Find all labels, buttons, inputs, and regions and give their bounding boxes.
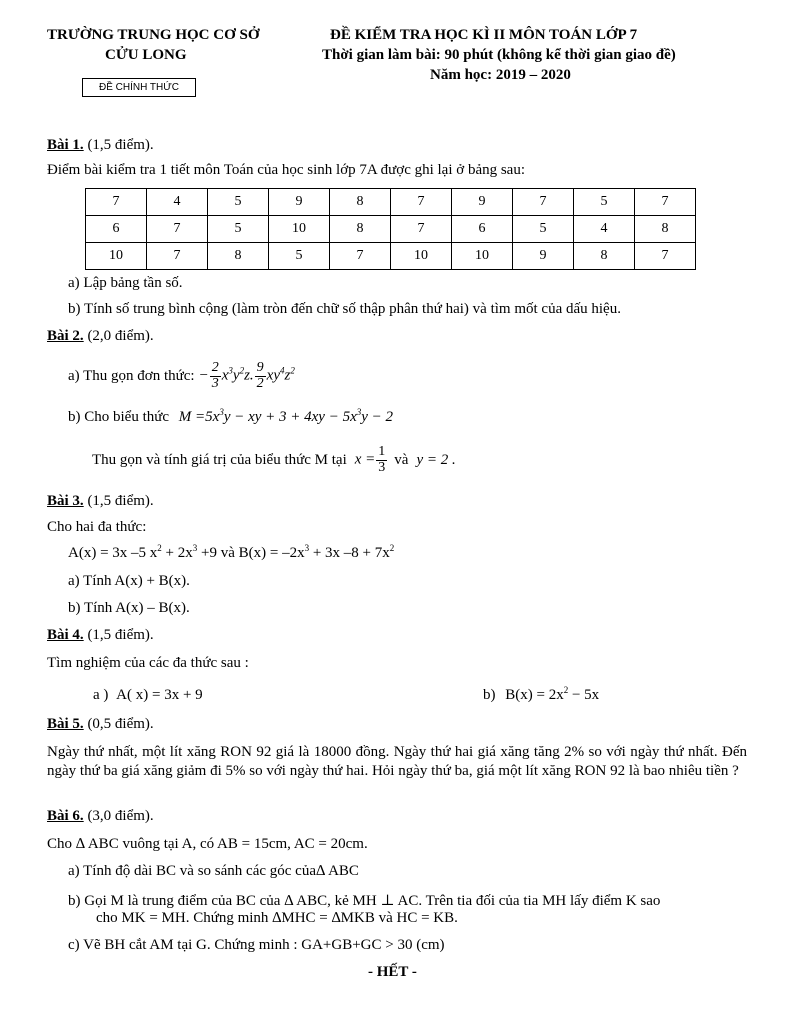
bai3-part-b: b) Tính A(x) – B(x). [68, 600, 190, 616]
bai4-a-label: a ) [93, 687, 109, 703]
bai6-intro: Cho ∆ ABC vuông tại A, có AB = 15cm, AC = 20cm. [47, 836, 368, 852]
bai1-heading [47, 137, 154, 154]
table-cell: 8 [635, 216, 696, 243]
table-cell: 6 [452, 216, 513, 243]
table-row [86, 243, 696, 270]
school-name-line1: TRƯỜNG TRUNG HỌC CƠ SỞ [47, 27, 260, 43]
bai6-part-b-line2: cho MK = MH. Chứng minh ∆MHC = ∆MKB và HC = KB. [96, 910, 458, 926]
expression-m: $M =5x^3y$ − xy + $3 + 4xy - 5x^3y - 2$ [178, 407, 394, 425]
table-cell: 9 [269, 189, 330, 216]
table-cell: 8 [574, 243, 635, 270]
bai6-heading [47, 808, 154, 825]
table-cell: 10 [269, 216, 330, 243]
table-cell: 5 [208, 189, 269, 216]
x-value: x = $\frac{1}{3}$ [354, 443, 386, 475]
polynomial-a: A( x) = 3x + 9 [116, 687, 203, 703]
bai6-part-b-line1: b) Gọi M là trung điểm của BC của ∆ ABC, kẻ MH ⊥ AC. Trên tia đối của tia MH lấy điểm K sao [68, 893, 661, 909]
table-row [86, 189, 696, 216]
bai1-points: (1,5 điểm). [87, 137, 154, 153]
bai1-part-b: b) Tính số trung bình cộng (làm tròn đến chữ số thập phân thứ hai) và tìm mốt của dấu hiệu. [68, 301, 621, 317]
bai5-heading [47, 716, 154, 733]
table-cell: 7 [391, 189, 452, 216]
bai4-b-label: b) [483, 687, 496, 703]
bai1-part-a: a) Lập bảng tần số. [68, 275, 183, 291]
bai6-points: (3,0 điểm). [87, 808, 154, 824]
exam-time: Thời gian làm bài: 90 phút (không kể thời gian giao đề) [322, 47, 676, 63]
bai3-heading [47, 493, 154, 510]
table-cell: 7 [330, 243, 391, 270]
bai4-points: (1,5 điểm). [87, 627, 154, 643]
bai2-title: Bài 2. [47, 328, 84, 344]
table-cell: 7 [513, 189, 574, 216]
school-name-line2: CỬU LONG [105, 47, 187, 63]
polynomial-b: $B(x) = 2x^2 - 5x$ [505, 685, 600, 703]
school-year: Năm học: 2019 – 2020 [430, 67, 571, 83]
table-cell: 7 [147, 243, 208, 270]
grades-table [85, 188, 696, 270]
bai2-c-label: Thu gọn và tính giá trị của biểu thức M tại [92, 451, 347, 468]
bai4-part-a [93, 687, 203, 704]
table-cell: 6 [86, 216, 147, 243]
bai4-heading [47, 627, 154, 644]
table-cell: 9 [452, 189, 513, 216]
bai4-intro: Tìm nghiệm của các đa thức sau : [47, 655, 249, 671]
table-cell: 8 [208, 243, 269, 270]
polynomials-ab: A(x) = 3x –5 $x^2 + 2x^3 +9$ và $B(x) = -2x^3 + 3x$ $-8 + 7x^2$ [68, 543, 395, 561]
table-cell: 10 [452, 243, 513, 270]
exam-title: ĐỀ KIỂM TRA HỌC KÌ II MÔN TOÁN LỚP 7 [330, 27, 638, 43]
bai6-part-c: c) Vẽ BH cắt AM tại G. Chứng minh : GA+GB+GC > 30 (cm) [68, 937, 445, 953]
end-marker: - HẾT - [368, 964, 417, 980]
table-cell: 8 [330, 189, 391, 216]
table-cell: 7 [147, 216, 208, 243]
table-cell: 5 [574, 189, 635, 216]
bai2-heading [47, 328, 154, 345]
bai3-intro: Cho hai đa thức: [47, 519, 147, 535]
bai1-intro: Điểm bài kiểm tra 1 tiết môn Toán của học sinh lớp 7A được ghi lại ở bảng sau: [47, 162, 526, 178]
bai4-part-b [483, 687, 599, 704]
bai6-part-a: a) Tính độ dài BC và so sánh các góc của∆ ABC [68, 863, 359, 879]
bai2-part-b [68, 409, 393, 426]
table-cell: 7 [635, 189, 696, 216]
table-cell: 9 [513, 243, 574, 270]
table-cell: 7 [391, 216, 452, 243]
bai2-b-label: b) Cho biểu thức [68, 409, 170, 425]
table-cell: 5 [513, 216, 574, 243]
table-row [86, 216, 696, 243]
bai1-title: Bài 1. [47, 137, 84, 153]
official-label: ĐỀ CHÍNH THỨC [82, 78, 196, 97]
table-cell: 10 [86, 243, 147, 270]
y-value: y = 2 . [416, 451, 456, 468]
bai6-title: Bài 6. [47, 808, 84, 824]
bai2-part-c [92, 440, 456, 480]
table-cell: 5 [269, 243, 330, 270]
bai4-title: Bài 4. [47, 627, 84, 643]
table-cell: 7 [86, 189, 147, 216]
bai2-points: (2,0 điểm). [87, 328, 154, 344]
table-cell: 4 [574, 216, 635, 243]
table-cell: 5 [208, 216, 269, 243]
bai5-title: Bài 5. [47, 716, 84, 732]
table-cell: 8 [330, 216, 391, 243]
bai5-points: (0,5 điểm). [87, 716, 154, 732]
bai3-points: (1,5 điểm). [87, 493, 154, 509]
and-word: và [394, 451, 409, 468]
bai3-title: Bài 3. [47, 493, 84, 509]
monomial-expression: − $\frac{2}{3}$ $x^3y^2z$. $\frac{9}{2}$ $xy^4z^2$ [198, 359, 295, 391]
bai2-a-label: a) Thu gọn đơn thức: [68, 367, 195, 384]
bai3-part-a: a) Tính A(x) + B(x). [68, 573, 190, 589]
bai2-part-a [68, 356, 295, 396]
bai5-text: Ngày thứ nhất, một lít xăng RON 92 giá là 18000 đồng. Ngày thứ hai giá xăng tăng 2% so với ngày thứ nhất. Đến ngày thứ ba giá xăng giảm đi 5% so với ngày thứ hai. Hỏi ngày thứ ba, giá một lít xăng RON 92 là bao nhiêu tiền ? [47, 744, 747, 779]
table-cell: 10 [391, 243, 452, 270]
table-cell: 7 [635, 243, 696, 270]
table-cell: 4 [147, 189, 208, 216]
